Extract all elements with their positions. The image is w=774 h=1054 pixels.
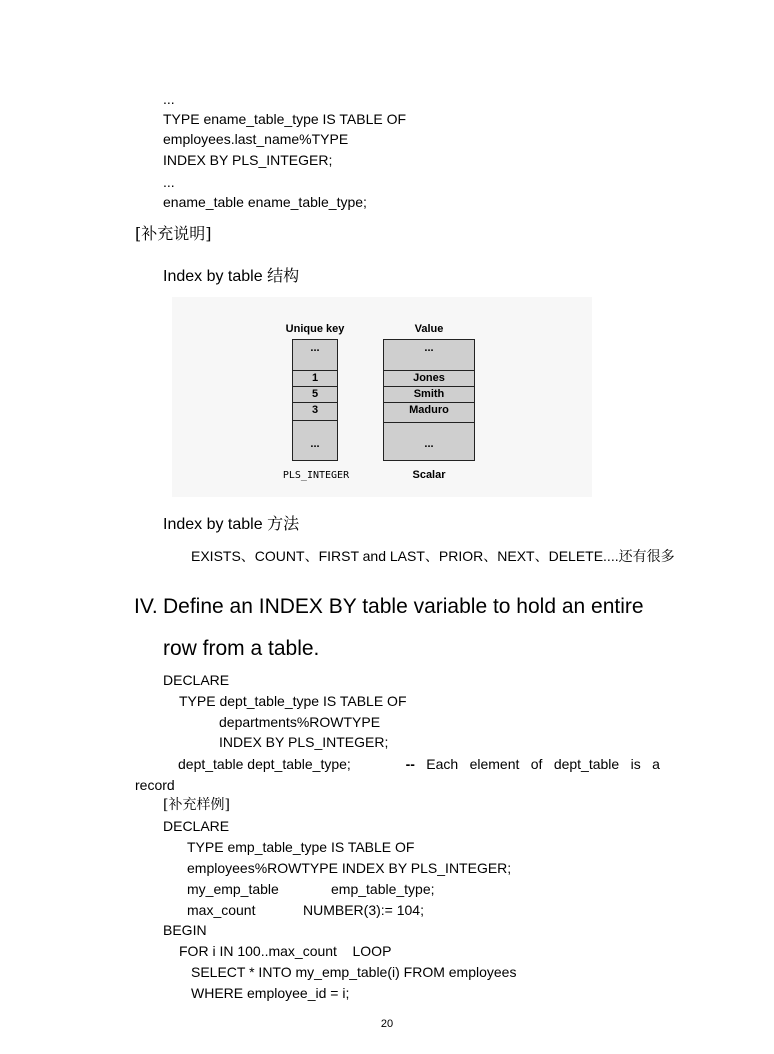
comment-word: dept_table (553, 756, 620, 772)
comment-word: -- (405, 756, 415, 772)
methods-heading-en: Index by table (163, 516, 268, 533)
code-line: departments%ROWTYPE (219, 714, 381, 730)
methods-heading-cn: 方法 (267, 514, 300, 533)
code-line: TYPE dept_table_type IS TABLE OF (179, 693, 407, 709)
key-cell: 1 (293, 370, 337, 386)
section-title-line2: row from a table. (163, 637, 320, 660)
page-number: 20 (380, 1018, 394, 1030)
code-line: TYPE ename_table_type IS TABLE OF (163, 111, 407, 127)
key-type-label: PLS_INTEGER (282, 470, 350, 481)
code-line: employees%ROWTYPE INDEX BY PLS_INTEGER; (187, 860, 512, 876)
code-line: DECLARE (163, 818, 230, 834)
example-heading: [补充样例] (163, 797, 230, 813)
code-line: ename_table ename_table_type; (163, 194, 367, 210)
value-cell: Smith (384, 386, 474, 402)
key-cell: ... (310, 342, 320, 354)
key-column (292, 339, 338, 461)
value-cell: Maduro (384, 402, 474, 422)
code-line: NUMBER(3):= 104; (303, 902, 424, 918)
comment-word: element (469, 756, 520, 772)
section-number: IV. (134, 595, 158, 618)
code-line: INDEX BY PLS_INTEGER; (219, 734, 389, 750)
code-text: dept_table dept_table_type; (178, 756, 351, 772)
code-line: my_emp_table (187, 881, 279, 897)
comment-word: a (652, 756, 660, 772)
comment-word: of (530, 756, 543, 772)
code-line: employees.last_name%TYPE (163, 131, 349, 147)
code-line: INDEX BY PLS_INTEGER; (163, 152, 333, 168)
section-title-line1: Define an INDEX BY table variable to hold an entire (163, 595, 644, 618)
methods-heading (163, 513, 299, 536)
code-line: WHERE employee_id = i; (191, 985, 350, 1001)
code-line: ... (163, 174, 175, 190)
code-line: emp_table_type; (331, 881, 435, 897)
code-line: max_count (187, 902, 256, 918)
structure-heading-en: Index by table (163, 268, 268, 285)
note-heading: [补充说明] (135, 224, 212, 243)
code-line: DECLARE (163, 672, 230, 688)
value-cell: ... (384, 422, 474, 460)
structure-heading (163, 265, 299, 288)
key-cell: 5 (293, 386, 337, 402)
key-cell: ... (293, 420, 337, 460)
value-type-label: Scalar (412, 469, 446, 481)
index-by-table-figure (172, 297, 592, 497)
structure-heading-cn: 结构 (267, 266, 300, 285)
code-line: FOR i IN 100..max_count LOOP (179, 943, 392, 959)
methods-list-text: EXISTS、COUNT、FIRST and LAST、PRIOR、NEXT、DELETE.... (191, 548, 619, 564)
code-line: TYPE emp_table_type IS TABLE OF (187, 839, 415, 855)
spacer (362, 755, 394, 773)
key-column-header: Unique key (285, 323, 345, 335)
value-cell: ... (424, 342, 434, 354)
code-line: ... (163, 91, 175, 107)
comment-word: is (630, 756, 641, 772)
value-column (383, 339, 475, 461)
dept-table-declaration (178, 755, 660, 773)
key-cell: 3 (293, 402, 337, 420)
comment-word: Each (426, 756, 459, 772)
code-line: record (135, 777, 175, 793)
code-line: BEGIN (163, 922, 207, 938)
methods-list (191, 547, 675, 566)
value-column-header: Value (414, 323, 444, 335)
methods-more-text: 还有很多 (618, 549, 675, 565)
code-line: SELECT * INTO my_emp_table(i) FROM employees (191, 964, 517, 980)
value-cell: Jones (384, 370, 474, 386)
